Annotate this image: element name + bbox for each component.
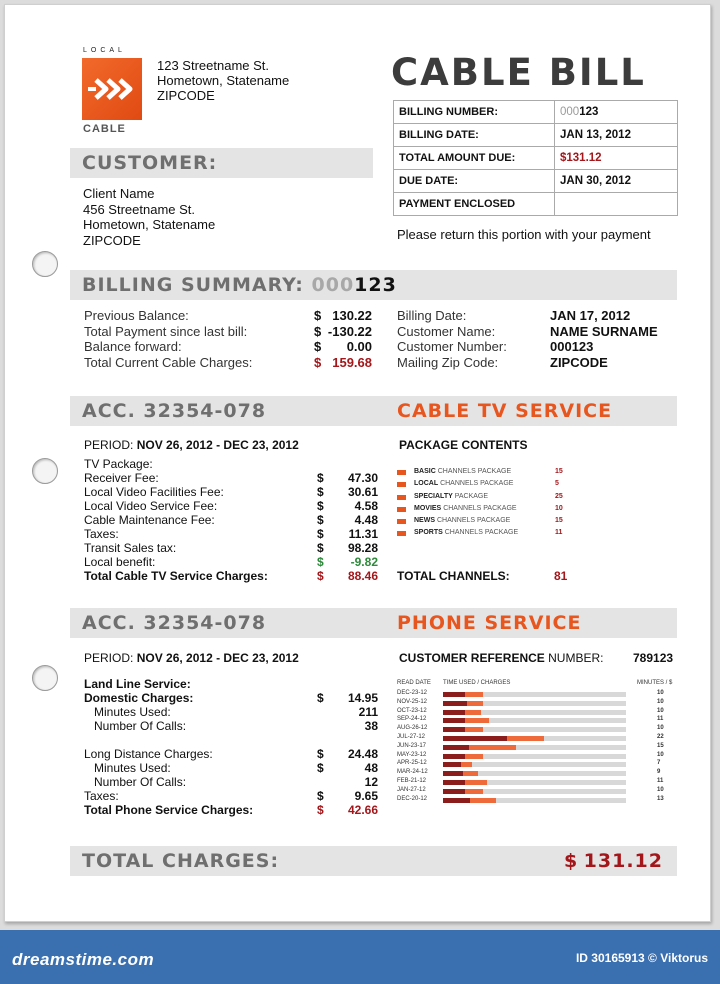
usage-time-bar [443,710,465,715]
tv-charges-list [84,457,380,583]
usage-minutes: 10 [657,751,664,758]
company-address-line: Hometown, Statename [157,73,290,88]
usage-time-bar [443,798,470,803]
package-name-bold: BASIC [414,468,436,475]
binder-hole [32,251,58,277]
charge-currency: $ [317,761,324,775]
usage-date: SEP-24-12 [397,716,427,723]
phone-account-bar [70,608,677,638]
summary-row [84,339,384,355]
charge-value: 24.48 [347,747,378,761]
package-name-rest: CHANNELS PACKAGE [444,529,519,537]
summary-label: Customer Name: [397,323,496,339]
charge-row [84,513,380,527]
usage-track [443,710,626,715]
phone-period [84,651,299,665]
usage-row [397,690,682,699]
total-charges-currency: $ [564,850,579,872]
tv-period-label: PERIOD: [84,438,134,452]
phone-service-heading: PHONE SERVICE [397,612,582,634]
charge-currency: $ [317,747,324,761]
charge-value: 42.66 [347,803,378,817]
usage-date: OCT-23-12 [397,707,427,714]
summary-label: Mailing Zip Code: [397,354,499,370]
package-contents-heading: PACKAGE CONTENTS [399,438,528,452]
charge-value: -9.82 [350,555,378,569]
charge-label: Domestic Charges: [84,691,194,705]
summary-row [84,324,384,340]
billing-number-digits: 123 [579,106,599,118]
summary-right [397,308,677,370]
usage-minutes: 22 [657,733,664,740]
usage-time-bar [443,754,465,759]
charge-label: Land Line Service: [84,677,191,691]
billing-summary-number: 123 [354,274,397,296]
summary-value: 130.22 [332,308,372,323]
summary-label: Total Payment since last bill: [84,323,248,339]
charge-row [84,733,380,747]
charge-currency: $ [317,513,324,527]
usage-date: MAR-24-12 [397,769,428,776]
usage-date: FEB-21-12 [397,777,427,784]
charge-value: 30.61 [347,485,378,499]
charge-value: 4.48 [354,513,378,527]
usage-row [397,752,682,761]
charge-value: 38 [364,719,378,733]
billing-number-label: BILLING NUMBER: [394,101,555,124]
billing-date-label: BILLING DATE: [394,124,555,147]
total-channels-value: 81 [554,569,568,583]
footer-image-id: ID 30165913 © Viktorus [575,951,708,965]
usage-track [443,780,626,785]
usage-track [443,754,626,759]
usage-date: APR-25-12 [397,760,427,767]
charge-currency: $ [317,555,324,569]
charge-row [84,761,380,775]
usage-minutes: 9 [657,769,661,776]
summary-currency: $ [314,339,322,354]
customer-reference-suffix: NUMBER: [548,651,604,665]
charge-row [84,747,380,761]
table-row [394,170,678,193]
usage-minutes: 10 [657,690,664,696]
usage-minutes: 11 [657,716,664,723]
package-name [414,468,511,475]
payment-enclosed-label: PAYMENT ENCLOSED [394,193,555,216]
usage-row [397,734,682,743]
charge-value: 12 [364,775,378,789]
table-row [394,101,678,124]
usage-date-header: READ DATE [397,680,431,686]
total-charges-label: TOTAL CHARGES: [82,850,280,872]
usage-date: JAN-27-12 [397,786,426,793]
usage-time-bar [443,692,465,697]
usage-date: MAY-23-12 [397,751,427,758]
usage-date: DEC-23-12 [397,690,428,696]
package-name [414,505,517,512]
usage-row [397,760,682,769]
tv-service-heading: CABLE TV SERVICE [397,400,613,422]
charge-value: 47.30 [347,471,378,485]
usage-minutes: 11 [657,777,664,784]
logo-bottom-text: CABLE [83,123,126,135]
charge-currency: $ [317,569,324,583]
summary-row [397,308,677,324]
charge-row [84,691,380,705]
usage-track [443,718,626,723]
usage-row [397,708,682,717]
bill-sheet [4,4,711,922]
usage-minutes: 10 [657,707,664,714]
billing-number-prefix: 000 [560,106,580,118]
package-name-bold: MOVIES [414,504,442,512]
charge-label: TV Package: [84,457,153,471]
summary-currency: $ [314,308,322,323]
usage-time-bar [443,762,461,767]
usage-date: JUL-27-12 [397,733,426,740]
customer-line: Hometown, Statename [83,217,216,232]
charge-label: Taxes: [84,789,119,803]
usage-row [397,796,682,805]
charge-row [84,775,380,789]
usage-time-bar [443,789,465,794]
charge-label: Receiver Fee: [84,471,159,485]
package-bullet-icon [397,470,406,475]
customer-line: Client Name [83,186,155,201]
summary-currency: $ [314,323,322,339]
charge-label: Minutes Used: [94,761,171,775]
package-count: 5 [555,480,559,488]
summary-value: 000123 [550,339,594,354]
usage-time-bar [443,718,465,723]
summary-value: 159.68 [332,354,372,370]
usage-date: DEC-20-12 [397,795,428,802]
usage-track [443,762,626,767]
charge-row [84,555,380,569]
summary-label: Balance forward: [84,339,182,354]
package-bullet-icon [397,495,406,500]
charge-currency: $ [317,471,324,485]
customer-address [83,186,215,248]
total-charges-bar [70,846,677,876]
charge-currency: $ [317,541,324,555]
company-address-line: 123 Streetname St. [157,58,270,73]
binder-hole [32,665,58,691]
charge-value: 9.65 [354,789,378,803]
tv-account-number: ACC. 32354-078 [82,400,267,422]
summary-currency: $ [314,354,322,370]
charge-row [84,789,380,803]
charge-label: Number Of Calls: [94,775,187,789]
company-address-line: ZIPCODE [157,88,215,103]
summary-value: ZIPCODE [550,354,608,370]
summary-value: 0.00 [346,339,372,354]
tv-period [84,438,299,452]
usage-minutes: 13 [657,795,664,802]
charge-label: Total Cable TV Service Charges: [84,569,268,583]
charge-row [84,569,380,583]
charge-label: Local Video Service Fee: [84,499,218,513]
package-name-bold: SPORTS [414,529,443,537]
summary-row [84,308,384,324]
charge-label: Cable Maintenance Fee: [84,513,215,527]
usage-minutes: 10 [657,698,664,705]
usage-minutes: 10 [657,786,664,793]
usage-track [443,736,626,741]
summary-label: Customer Number: [397,339,507,354]
billing-summary-heading: BILLING SUMMARY: [82,274,304,296]
charge-row [84,677,380,691]
usage-row [397,725,682,734]
billing-summary-bar [70,270,677,300]
customer-heading-bar [70,148,373,178]
charge-row [84,499,380,513]
charge-value: 48 [364,761,378,775]
logo-top-text: LOCAL [83,47,126,54]
charge-row [84,719,380,733]
package-count: 15 [555,468,563,475]
total-channels-label: TOTAL CHANNELS: [397,569,510,583]
usage-row [397,769,682,778]
summary-row [397,324,677,340]
charge-label: Long Distance Charges: [84,747,213,761]
billing-info-table [393,100,678,216]
package-name-bold: LOCAL [414,480,439,488]
footer-brand[interactable]: dreamstime.com [12,950,155,969]
charge-currency: $ [317,499,324,513]
charge-label: Total Phone Service Charges: [84,803,254,817]
summary-value: -130.22 [327,323,372,339]
charge-value: 14.95 [347,691,378,705]
charge-row [84,541,380,555]
phone-account-number: ACC. 32354-078 [82,612,267,634]
usage-time-header: TIME USED / CHARGES [443,680,511,686]
charge-value: 11.31 [348,527,378,541]
due-date-label: DUE DATE: [394,170,555,193]
usage-time-bar [443,771,463,776]
usage-date: JUN-23-17 [397,742,427,749]
package-name-rest: CHANNELS PACKAGE [440,480,514,488]
charge-label: Minutes Used: [94,705,171,719]
usage-time-bar [443,701,467,706]
charge-value: 4.58 [354,499,378,513]
table-row [394,147,678,170]
usage-row [397,699,682,708]
tv-period-value: NOV 26, 2012 - DEC 23, 2012 [136,438,299,452]
summary-value: NAME SURNAME [550,323,658,339]
customer-line: ZIPCODE [83,232,141,248]
summary-label: Previous Balance: [84,308,189,323]
charge-currency: $ [317,527,324,541]
customer-heading: CUSTOMER: [82,152,218,174]
usage-time-bar [443,780,465,785]
summary-label: Billing Date: [397,308,467,323]
usage-minutes: 10 [657,725,664,732]
package-name [414,517,510,524]
charge-label: Transit Sales tax: [84,541,177,555]
usage-date: AUG-26-12 [397,725,428,732]
charge-row [84,471,380,485]
charge-currency: $ [317,691,324,705]
usage-row [397,716,682,725]
package-name-rest: PACKAGE [454,492,489,500]
company-address [157,58,289,103]
due-date-value: JAN 30, 2012 [555,170,678,193]
package-name [414,529,518,536]
charge-label: Taxes: [84,527,119,541]
charge-row [84,457,380,471]
package-bullet-icon [397,519,406,524]
package-bullet-icon [397,531,406,536]
usage-track [443,745,626,750]
package-count: 10 [555,504,563,512]
phone-charges-list [84,677,380,817]
charge-value: 98.28 [347,541,378,555]
total-due-label: TOTAL AMOUNT DUE: [394,147,555,170]
charge-row [84,485,380,499]
binder-hole [32,458,58,484]
package-count: 11 [555,529,563,537]
charge-row [84,705,380,719]
package-name-rest: CHANNELS PACKAGE [436,517,511,525]
usage-track [443,727,626,732]
billing-summary-prefix: 000 [311,274,355,296]
summary-row [397,355,677,371]
usage-track [443,798,626,803]
usage-date: NOV-25-12 [397,698,428,705]
logo-icon [82,58,142,120]
package-name [414,480,513,487]
charge-currency: $ [317,789,324,803]
billing-date-value: JAN 13, 2012 [555,124,678,147]
summary-row [84,355,384,371]
usage-track [443,789,626,794]
package-count: 25 [555,492,563,500]
package-name-bold: SPECIALTY [414,492,453,500]
return-note: Please return this portion with your payment [397,227,651,242]
usage-chart [397,680,682,804]
charge-label: Local Video Facilities Fee: [84,485,224,499]
usage-row [397,787,682,796]
charge-label: Local benefit: [84,555,156,569]
customer-line: 456 Streetname St. [83,201,196,217]
package-name-rest: CHANNELS PACKAGE [443,504,517,512]
usage-time-bar [443,727,465,732]
customer-reference [399,651,603,665]
charge-row [84,803,380,817]
usage-track [443,701,626,706]
total-due-value: $131.12 [555,147,678,170]
usage-chart-header [397,680,682,690]
phone-period-label: PERIOD: [84,651,134,665]
bill-title: CABLE BILL [391,51,646,94]
charge-label: Number Of Calls: [94,719,187,733]
charge-row [84,527,380,541]
total-charges-value: 131.12 [583,850,663,872]
usage-track [443,771,626,776]
payment-enclosed-field[interactable] [555,193,678,216]
usage-time-bar [443,745,469,750]
package-bullet-icon [397,482,406,487]
usage-rows [397,690,682,804]
package-count: 15 [555,517,563,525]
package-name-bold: NEWS [414,517,435,525]
summary-left [84,308,384,370]
summary-row [397,339,677,355]
footer-bar [0,930,720,984]
summary-value: JAN 17, 2012 [550,308,631,323]
charge-currency: $ [317,485,324,499]
billing-number-value [555,101,678,124]
package-bullet-icon [397,507,406,512]
usage-track [443,692,626,697]
usage-minutes-header: MINUTES / $ [637,680,673,686]
package-name-rest: CHANNELS PACKAGE [437,468,512,475]
table-row [394,124,678,147]
customer-reference-label: CUSTOMER REFERENCE [399,651,545,665]
customer-reference-number: 789123 [633,651,674,665]
charge-value: 211 [358,705,378,719]
summary-label: Total Current Cable Charges: [84,354,253,370]
usage-minutes: 15 [657,742,664,749]
package-name [414,493,488,500]
table-row [394,193,678,216]
phone-period-value: NOV 26, 2012 - DEC 23, 2012 [136,651,299,665]
charge-value: 88.46 [347,569,378,583]
usage-row [397,778,682,787]
charge-currency: $ [317,803,324,817]
usage-row [397,743,682,752]
usage-time-bar [443,736,507,741]
usage-minutes: 7 [657,760,661,767]
